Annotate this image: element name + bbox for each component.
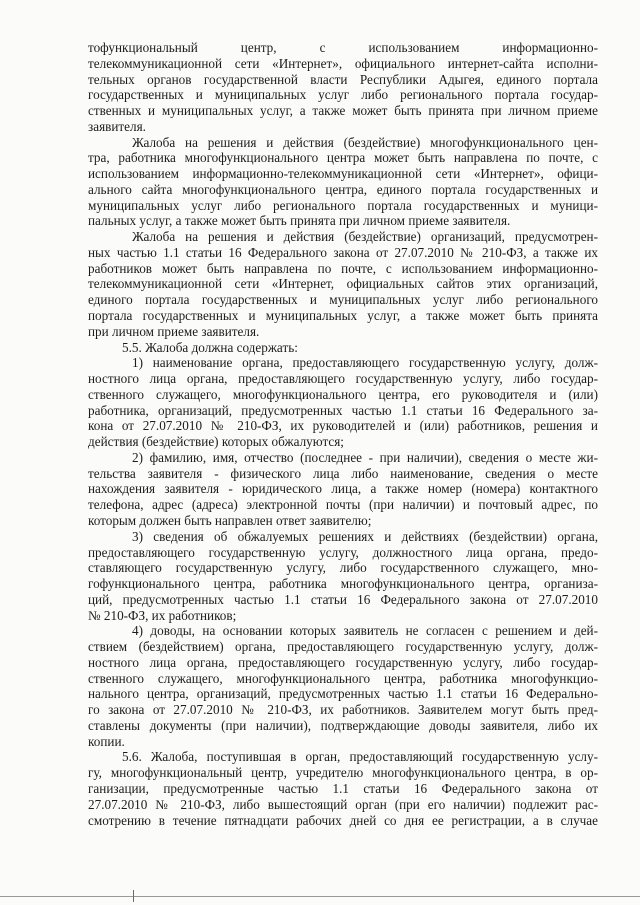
text-line: ственных и муниципальных услуг, а также может быть принята при личном приеме [88, 103, 598, 119]
text-line: нахождения заявителя - юридического лица, а также номер (номера) контактного [88, 481, 598, 497]
text-line: работников может быть направлена по почте, с использованием информационно- [88, 260, 598, 276]
text-line: смотрению в течение пятнадцати рабочих дней со дня ее регистрации, а в случае [88, 812, 598, 828]
text-line: работника, организаций, предусмотренных частью 1.1 статьи 16 Федерального за- [88, 402, 598, 418]
text-line: 27.07.2010 № 210-ФЗ, либо вышестоящий орган (при его наличии) подлежит рас- [88, 796, 598, 812]
document-body-text [88, 40, 598, 828]
text-line: тра, работника многофункционального центра может быть направлена по почте, с [88, 150, 598, 166]
text-line: использованием информационно-телекоммуникационной сети «Интернет», офици- [88, 166, 598, 182]
text-line: действия (бездействие) которых обжалуются; [88, 434, 344, 450]
text-line: кона от 27.07.2010 № 210-ФЗ, их руководителей и (или) работников, решения и [88, 418, 598, 434]
text-line: которым должен быть направлен ответ заявителю; [88, 512, 372, 528]
text-line: ального сайта многофункционального центра, единого портала государственных и [88, 181, 598, 197]
scan-bottom-edge [0, 896, 640, 897]
text-line: копии. [88, 733, 125, 749]
text-line: Жалоба на решения и действия (бездействие) организаций, предусмотрен- [132, 229, 598, 245]
text-line: нального центра, организаций, предусмотренных частью 1.1 статьи 16 Федерально- [88, 686, 598, 702]
text-line: портала государственных и муниципальных услуг, а также может быть принята [88, 308, 598, 324]
text-line: гофункционального центра, работника многофункционального центра, организа- [88, 576, 598, 592]
text-line: 4) доводы, на основании которых заявитель не согласен с решением и дей- [132, 623, 598, 639]
text-line: тельства заявителя - физического лица либо наименование, сведения о месте [88, 465, 598, 481]
text-line: гу, многофункциональный центр, учредителю многофункционального центра, в ор- [88, 765, 598, 781]
text-line: ставлены документы (при наличии), подтверждающие доводы заявителя, либо их [88, 717, 598, 733]
text-line: муниципальных услуг либо регионального портала государственных и муници- [88, 197, 598, 213]
scan-artifact-mark [133, 890, 134, 902]
text-line: ностного лица органа, предоставляющего государственную услугу, либо государ- [88, 654, 598, 670]
text-line: ных частью 1.1 статьи 16 Федерального закона от 27.07.2010 № 210-ФЗ, а также их [88, 244, 598, 260]
text-line: 5.5. Жалоба должна содержать: [122, 339, 298, 355]
text-line: предоставляющего государственную услугу, должностного лица органа, предо- [88, 544, 598, 560]
text-line: телекоммуникационной сети «Интернет, официальных сайтов этих организаций, [88, 276, 598, 292]
text-line: пальных услуг, а также может быть принята при личном приеме заявителя. [88, 213, 511, 229]
text-line: ставляющего государственную услугу, либо государственного служащего, мно- [88, 560, 598, 576]
text-line: при личном приеме заявителя. [88, 323, 260, 339]
text-line: ций, предусмотренных частью 1.1 статьи 16 Федерального закона от 27.07.2010 [88, 591, 598, 607]
text-line: заявителя. [88, 118, 146, 134]
text-line: тофункциональный центр, с использованием информационно- [88, 40, 598, 55]
text-line: го закона от 27.07.2010 № 210-ФЗ, их работников. Заявителем могут быть пред- [88, 702, 598, 718]
text-line: Жалоба на решения и действия (бездействие) многофункционального цен- [132, 134, 598, 150]
text-line: ствием (бездействием) органа, предоставляющего государственную услугу, долж- [88, 639, 598, 655]
text-line: тельных органов государственной власти Республики Адыгея, единого портала [88, 71, 598, 87]
text-line: 2) фамилию, имя, отчество (последнее - при наличии), сведения о месте жи- [132, 449, 598, 465]
text-line: государственных и муниципальных услуг либо регионального портала государ- [88, 87, 598, 103]
text-line: единого портала государственных и муниципальных услуг либо регионального [88, 292, 598, 308]
text-line: 3) сведения об обжалуемых решениях и действиях (бездействии) органа, [132, 528, 598, 544]
text-line: ганизации, предусмотренные частью 1.1 статьи 16 Федерального закона от [88, 780, 598, 796]
text-line: ственного служащего, многофункционального центра, работника многофункцио- [88, 670, 598, 686]
text-line: телефона, адрес (адреса) электронной почты (при наличии) и почтовый адрес, по [88, 497, 598, 513]
text-line: 5.6. Жалоба, поступившая в орган, предоставляющий государственную услу- [122, 749, 598, 765]
text-line: телекоммуникационной сети «Интернет», официального интернет-сайта исполни- [88, 55, 598, 71]
text-line: 1) наименование органа, предоставляющего государственную услугу, долж- [132, 355, 598, 371]
text-line: ственного служащего, многофункционального центра, его руководителя и (или) [88, 386, 598, 402]
text-line: № 210-ФЗ, их работников; [88, 607, 237, 623]
text-line: ностного лица органа, предоставляющего государственную услугу, либо государ- [88, 371, 598, 387]
